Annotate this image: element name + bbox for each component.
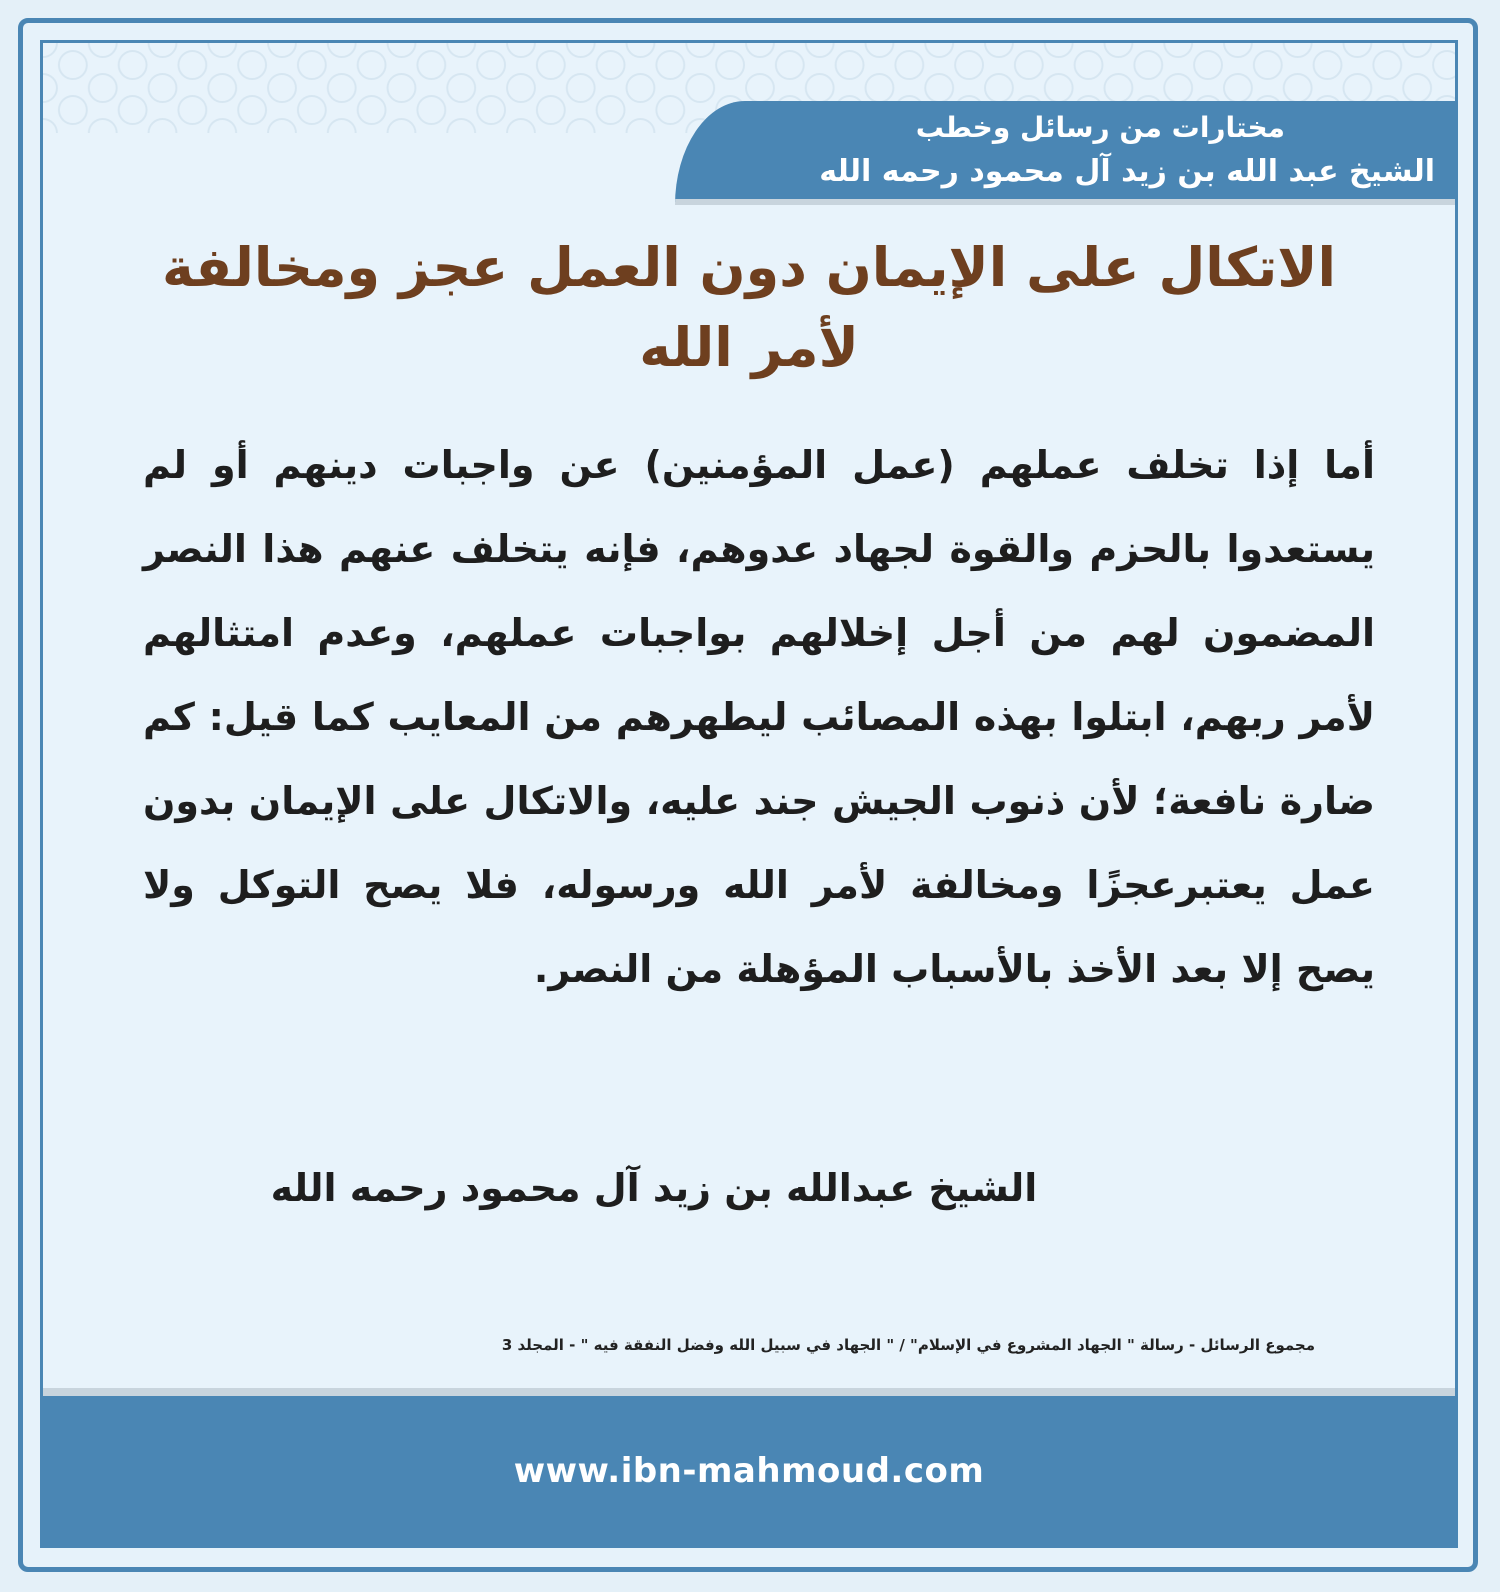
author-signature: الشيخ عبدالله بن زيد آل محمود رحمه الله (270, 1166, 1038, 1210)
header-banner (675, 101, 1455, 205)
quote-body: أما إذا تخلف عملهم (عمل المؤمنين) عن واجبات دينهم أو لم يستعدوا بالحزم والقوة لجهاد عدوهم، فإنه يتخلف عنهم هذا النصر المضمون لهم من أجل إخلالهم بواجبات عملهم، وعدم امتثالهم لأمر ربهم، ابتلوا بهذه المصائب ليطهرهم من المعايب كما قيل: كم ضارة نافعة؛ لأن ذنوب الجيش جند عليه، والاتكال على الإيمان بدون عمل يعتبرعجزًا ومخالفة لأمر الله ورسوله، فلا يصح التوكل ولا يصح إلا بعد الأخذ بالأسباب المؤهلة من النصر. (143, 443, 1375, 991)
footer-divider (43, 1388, 1455, 1396)
page-title: الاتكال على الإيمان دون العمل عجز ومخالفة لأمر الله (162, 236, 1336, 379)
header-series-title: مختارات من رسائل وخطب (915, 111, 1285, 144)
header-author-name: الشيخ عبد الله بن زيد آل محمود رحمه الله (819, 154, 1435, 189)
source-citation: مجموع الرسائل - رسالة " الجهاد المشروع في الإسلام" / " الجهاد في سبيل الله وفضل النفقة فيه " - المجلد 3 (501, 1336, 1315, 1354)
website-link[interactable]: www.ibn-mahmoud.com (513, 1450, 985, 1491)
content-panel (40, 40, 1458, 1548)
footer-bar (43, 1396, 1455, 1545)
